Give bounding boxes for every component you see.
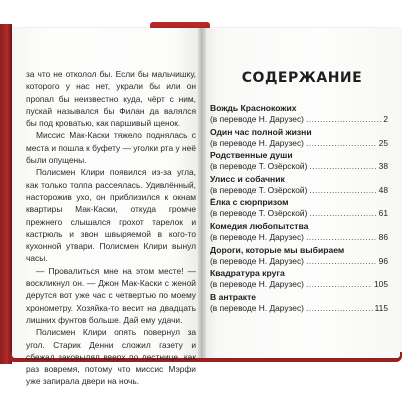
toc-list	[210, 102, 388, 314]
toc-leader-dots	[306, 279, 372, 291]
toc-entry-title: В антракте	[210, 291, 257, 302]
toc-leader-dots	[309, 208, 376, 220]
toc-entry-translator: (в переводе Н. Дарузес)	[210, 255, 304, 266]
toc-entry-line	[210, 279, 388, 291]
toc-entry	[210, 127, 388, 150]
toc-entry	[210, 268, 388, 291]
toc-entry-page: 48	[378, 184, 388, 195]
toc-leader-dots	[309, 185, 376, 197]
toc-entry-page: 61	[378, 208, 388, 219]
toc-entry-translator: (в переводе Н. Дарузес)	[210, 137, 304, 148]
toc-entry-translator: (в переводе Н. Дарузес)	[210, 114, 304, 124]
toc-entry-title: Один час полной жизни	[210, 126, 312, 137]
cover-edge-left	[0, 24, 12, 364]
toc-entry-page: 25	[378, 137, 388, 148]
toc-leader-dots	[306, 232, 377, 244]
toc-entry	[210, 292, 388, 315]
toc-entry-page: 2	[383, 114, 388, 124]
story-paragraph: Миссис Мак-Каски тяжело поднялась с места и пошла к буфету — уголки рта у неё были опущены.	[26, 130, 196, 166]
toc-leader-dots	[306, 138, 377, 150]
toc-entry-title: Вождь Краснокожих	[210, 103, 297, 113]
toc-entry-line	[210, 303, 388, 315]
toc-heading: СОДЕРЖАНИЕ	[241, 70, 363, 86]
toc-leader-dots	[309, 161, 376, 173]
toc-entry-title: Комедия любопытства	[210, 220, 309, 231]
toc-entry	[210, 245, 388, 268]
toc-entry-translator: (в переводе Т. Озёрской)	[210, 208, 308, 219]
toc-entry-line	[210, 138, 388, 150]
toc-entry-line	[210, 185, 388, 197]
story-paragraph: за что не отколол бы. Если бы мальчишку, которого у нас нет, украли бы или он пропал бы неизвестно куда, чёрт с ним, пускай назывался бы Филан да валялся бы под кроватью, как паршивый щенок.	[26, 69, 196, 129]
toc-entry-title: Ёлка с сюрпризом	[210, 197, 289, 208]
toc-entry-line	[210, 232, 388, 244]
toc-leader-dots	[306, 114, 381, 126]
book-spine	[198, 28, 206, 358]
toc-entry-page: 38	[378, 161, 388, 172]
story-paragraph: Полисмен Клири опять повернул за угол. Старик Денни сложил газету и сбежал заковылял вверх по лестнице, как раз вовремя, потому что миссис Мэрфи уже запирала двери на ночь.	[26, 327, 196, 387]
toc-entry-translator: (в переводе Н. Дарузес)	[210, 231, 304, 242]
toc-entry-title: Дороги, которые мы выбираем	[210, 244, 345, 255]
toc-entry-page: 96	[378, 255, 388, 266]
toc-entry-title: Квадратура круга	[210, 268, 285, 279]
toc-entry	[210, 221, 388, 244]
toc-entry-translator: (в переводе Н. Дарузес)	[210, 279, 304, 290]
toc-entry-title: Родственные души	[210, 150, 293, 161]
toc-entry-translator: (в переводе Н. Дарузес)	[210, 302, 304, 313]
toc-entry-page: 105	[374, 279, 388, 290]
toc-entry-page: 115	[374, 302, 388, 313]
toc-entry-translator: (в переводе Т. Озёрской)	[210, 161, 308, 172]
toc-entry	[210, 150, 388, 173]
toc-entry-page: 86	[378, 231, 388, 242]
toc-entry-line	[210, 256, 388, 268]
story-text	[26, 68, 196, 388]
toc-entry	[210, 197, 388, 220]
toc-entry-translator: (в переводе Т. Озёрской)	[210, 184, 308, 195]
toc-entry-line	[210, 208, 388, 220]
toc-entry-title: Улисс и собачник	[210, 173, 285, 184]
toc-entry	[210, 103, 388, 126]
toc-leader-dots	[306, 256, 377, 268]
story-paragraph: — Провалиться мне на этом месте! — воскликнул он. — Джон Мак-Каски с женой дерутся вот уже час с четвертью по моему хронометру. Хозяйка-то весит на двадцать лишних фунтов больше. Дай ему удачи.	[26, 265, 196, 325]
toc-leader-dots	[306, 303, 373, 315]
toc-entry	[210, 174, 388, 197]
toc-entry-line	[210, 114, 388, 126]
story-paragraph: Полисмен Клири появился из-за угла, как только толпа рассеялась. Удивлённый, насторожив ухо, он приблизился к окнам квартиры Мак-Каски, откуда громче прежнего слышался грохот тарелок и кастрюль и звон швыряемой в кого-то кухонной утвари. Полисмен Клири вынул часы.	[26, 167, 196, 264]
toc-entry-line	[210, 161, 388, 173]
